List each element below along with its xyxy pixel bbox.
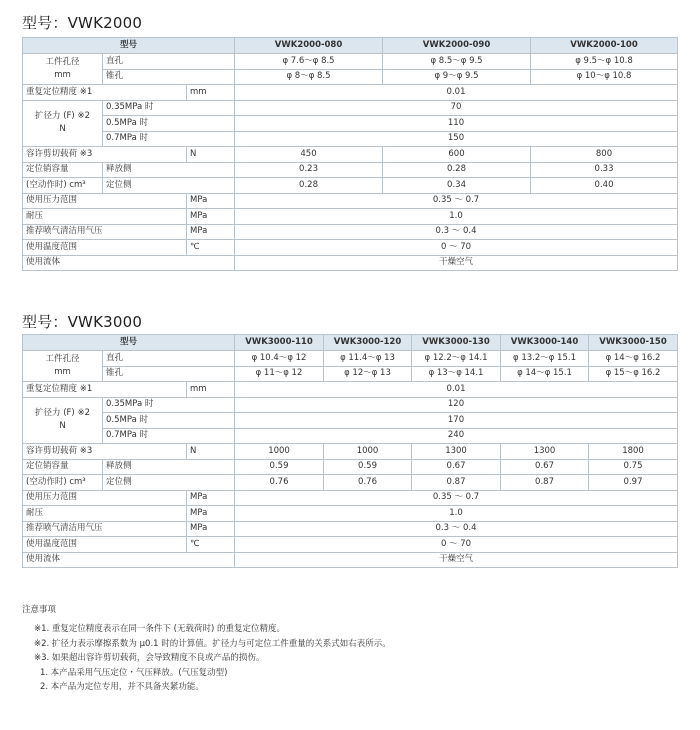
force-row-label: 0.5MPa 时 xyxy=(103,116,235,132)
locate-label: 定位侧 xyxy=(103,475,235,491)
proof-label: 耐压 xyxy=(23,506,187,522)
unit-cell: mm xyxy=(187,85,235,101)
table-cell: φ 11～φ 12 xyxy=(235,366,324,382)
note-item: ※2. 扩径力表示摩擦系数为 μ0.1 时的计算值。扩径力与可定位工件重量的关系式如右表所示。 xyxy=(34,638,391,649)
model-header: VWK3000-140 xyxy=(501,335,589,351)
table-cell: φ 8～φ 8.5 xyxy=(235,69,383,85)
table-cell: φ 13～φ 14.1 xyxy=(412,366,501,382)
table-cell: 干燥空气 xyxy=(235,552,678,568)
table-row xyxy=(23,178,678,194)
table-cell: φ 9.5～φ 10.8 xyxy=(531,54,678,70)
table-row xyxy=(23,506,678,522)
note-item: 1. 本产品采用气压定位・气压释放。(气压复动型) xyxy=(40,667,228,678)
unit-cell: MPa xyxy=(187,490,235,506)
table-cell: 0 ～ 70 xyxy=(235,240,678,256)
section-title-vwk3000: 型号：VWK3000 xyxy=(22,313,143,331)
table-cell: φ 11.4～φ 13 xyxy=(324,351,412,367)
table-cell: 800 xyxy=(531,147,678,163)
table-cell: 0.59 xyxy=(324,459,412,475)
force-row-label: 0.7MPa 时 xyxy=(103,131,235,147)
table-cell: 干燥空气 xyxy=(235,255,678,271)
table-cell: 150 xyxy=(235,131,678,147)
force-row-label: 0.35MPa 时 xyxy=(103,397,235,413)
table-row xyxy=(23,162,678,178)
table-cell: 0.67 xyxy=(501,459,589,475)
table-cell: φ 9～φ 9.5 xyxy=(383,69,531,85)
table-cell: φ 14～φ 16.2 xyxy=(589,351,678,367)
blow-label: 推荐喷气清洁用气压 xyxy=(23,521,187,537)
table-cell: φ 14～φ 15.1 xyxy=(501,366,589,382)
locate-label: 定位侧 xyxy=(103,178,235,194)
table-cell: 0.75 xyxy=(589,459,678,475)
table-cell: 1.0 xyxy=(235,209,678,225)
release-label: 释放侧 xyxy=(103,459,235,475)
table-row xyxy=(23,209,678,225)
table-cell: 0.3 ～ 0.4 xyxy=(235,521,678,537)
model-header: VWK2000-100 xyxy=(531,38,678,54)
table-row xyxy=(23,537,678,553)
bore-label: 工件孔径 mm xyxy=(23,351,103,382)
table-cell: 1.0 xyxy=(235,506,678,522)
table-row xyxy=(23,552,678,568)
capacity-label: 定位销容量 xyxy=(23,459,103,475)
table-cell: 0.67 xyxy=(412,459,501,475)
table-row xyxy=(23,116,678,132)
unit-cell: ℃ xyxy=(187,537,235,553)
note-item: 2. 本产品为定位专用，并不具备夹紧功能。 xyxy=(40,682,204,692)
temp-label: 使用温度范围 xyxy=(23,240,187,256)
fluid-label: 使用流体 xyxy=(23,552,235,568)
table-row xyxy=(23,69,678,85)
unit-cell: MPa xyxy=(187,521,235,537)
bore-label: 工件孔径 mm xyxy=(23,54,103,85)
force-row-label: 0.5MPa 时 xyxy=(103,413,235,429)
force-row-label: 0.35MPa 时 xyxy=(103,100,235,116)
table-cell: 0.28 xyxy=(383,162,531,178)
spec-table-vwk3000 xyxy=(22,334,678,568)
unit-cell: N xyxy=(187,147,235,163)
table-row xyxy=(23,382,678,398)
table-cell: φ 13.2～φ 15.1 xyxy=(501,351,589,367)
table-row xyxy=(23,54,678,70)
repeat-label: 重复定位精度 ※1 xyxy=(23,85,187,101)
table-row xyxy=(23,428,678,444)
table-row xyxy=(23,351,678,367)
note-item: ※3. 如果超出容许剪切载荷，会导致精度不良或产品的损伤。 xyxy=(34,653,265,663)
unit-cell: mm xyxy=(187,382,235,398)
table-header-row xyxy=(23,335,678,351)
table-cell: φ 7.6～φ 8.5 xyxy=(235,54,383,70)
table-cell: 0.23 xyxy=(235,162,383,178)
pressure-label: 使用压力范围 xyxy=(23,193,187,209)
table-row xyxy=(23,366,678,382)
table-row xyxy=(23,444,678,460)
release-label: 释放侧 xyxy=(103,162,235,178)
table-cell: 0.35 ～ 0.7 xyxy=(235,193,678,209)
notes-heading: 注意事项 xyxy=(22,605,57,615)
table-cell: 0.33 xyxy=(531,162,678,178)
capacity-sublabel: (空动作时) cm³ xyxy=(23,178,103,194)
table-cell: 0.01 xyxy=(235,382,678,398)
shear-label: 容许剪切载荷 ※3 xyxy=(23,147,187,163)
table-cell: 1000 xyxy=(324,444,412,460)
model-header: VWK2000-090 xyxy=(383,38,531,54)
force-row-label: 0.7MPa 时 xyxy=(103,428,235,444)
shear-label: 容许剪切载荷 ※3 xyxy=(23,444,187,460)
table-cell: 0 ～ 70 xyxy=(235,537,678,553)
model-header: VWK3000-120 xyxy=(324,335,412,351)
capacity-sublabel: (空动作时) cm³ xyxy=(23,475,103,491)
fluid-label: 使用流体 xyxy=(23,255,235,271)
table-row xyxy=(23,131,678,147)
table-cell: 0.97 xyxy=(589,475,678,491)
model-header: VWK3000-110 xyxy=(235,335,324,351)
unit-cell: MPa xyxy=(187,224,235,240)
table-cell: φ 15～φ 16.2 xyxy=(589,366,678,382)
table-cell: φ 10.4～φ 12 xyxy=(235,351,324,367)
model-header: VWK3000-130 xyxy=(412,335,501,351)
table-cell: 0.34 xyxy=(383,178,531,194)
table-cell: 0.01 xyxy=(235,85,678,101)
straight-label: 直孔 xyxy=(103,54,235,70)
table-cell: 0.87 xyxy=(412,475,501,491)
table-row xyxy=(23,413,678,429)
proof-label: 耐压 xyxy=(23,209,187,225)
force-label: 扩径力 (F) ※2 N xyxy=(23,397,103,444)
table-row xyxy=(23,475,678,491)
table-cell: φ 8.5～φ 9.5 xyxy=(383,54,531,70)
table-cell: 0.28 xyxy=(235,178,383,194)
pressure-label: 使用压力范围 xyxy=(23,490,187,506)
repeat-label: 重复定位精度 ※1 xyxy=(23,382,187,398)
unit-cell: MPa xyxy=(187,506,235,522)
table-cell: 1300 xyxy=(412,444,501,460)
table-row xyxy=(23,521,678,537)
table-cell: 0.35 ～ 0.7 xyxy=(235,490,678,506)
table-cell: 0.76 xyxy=(324,475,412,491)
temp-label: 使用温度范围 xyxy=(23,537,187,553)
model-header: VWK3000-150 xyxy=(589,335,678,351)
taper-label: 锥孔 xyxy=(103,366,235,382)
table-cell: φ 12～φ 13 xyxy=(324,366,412,382)
table-cell: 240 xyxy=(235,428,678,444)
table-cell: 120 xyxy=(235,397,678,413)
capacity-label: 定位销容量 xyxy=(23,162,103,178)
table-cell: φ 10～φ 10.8 xyxy=(531,69,678,85)
table-cell: 0.76 xyxy=(235,475,324,491)
unit-cell: MPa xyxy=(187,193,235,209)
table-cell: 0.3 ～ 0.4 xyxy=(235,224,678,240)
table-cell: 110 xyxy=(235,116,678,132)
notes-section xyxy=(22,603,391,695)
model-header: VWK2000-080 xyxy=(235,38,383,54)
table-cell: 1300 xyxy=(501,444,589,460)
table-header-row xyxy=(23,38,678,54)
table-row xyxy=(23,240,678,256)
table-cell: 1800 xyxy=(589,444,678,460)
spec-table-vwk2000 xyxy=(22,37,678,271)
table-cell: 0.40 xyxy=(531,178,678,194)
unit-cell: N xyxy=(187,444,235,460)
header-label: 型号 xyxy=(23,335,235,351)
note-item: ※1. 重复定位精度表示在同一条件下 (无载荷时) 的重复定位精度。 xyxy=(34,624,285,634)
table-cell: 70 xyxy=(235,100,678,116)
table-row xyxy=(23,85,678,101)
section-title-vwk2000: 型号：VWK2000 xyxy=(22,14,143,32)
table-cell: 170 xyxy=(235,413,678,429)
table-row xyxy=(23,397,678,413)
table-row xyxy=(23,147,678,163)
blow-label: 推荐喷气清洁用气压 xyxy=(23,224,187,240)
table-cell: 0.87 xyxy=(501,475,589,491)
header-label: 型号 xyxy=(23,38,235,54)
table-cell: φ 12.2～φ 14.1 xyxy=(412,351,501,367)
unit-cell: ℃ xyxy=(187,240,235,256)
table-row xyxy=(23,255,678,271)
table-cell: 450 xyxy=(235,147,383,163)
force-label: 扩径力 (F) ※2 N xyxy=(23,100,103,147)
table-row xyxy=(23,193,678,209)
straight-label: 直孔 xyxy=(103,351,235,367)
table-cell: 0.59 xyxy=(235,459,324,475)
table-row xyxy=(23,459,678,475)
table-row xyxy=(23,224,678,240)
table-cell: 1000 xyxy=(235,444,324,460)
table-row xyxy=(23,490,678,506)
taper-label: 锥孔 xyxy=(103,69,235,85)
table-cell: 600 xyxy=(383,147,531,163)
table-row xyxy=(23,100,678,116)
unit-cell: MPa xyxy=(187,209,235,225)
